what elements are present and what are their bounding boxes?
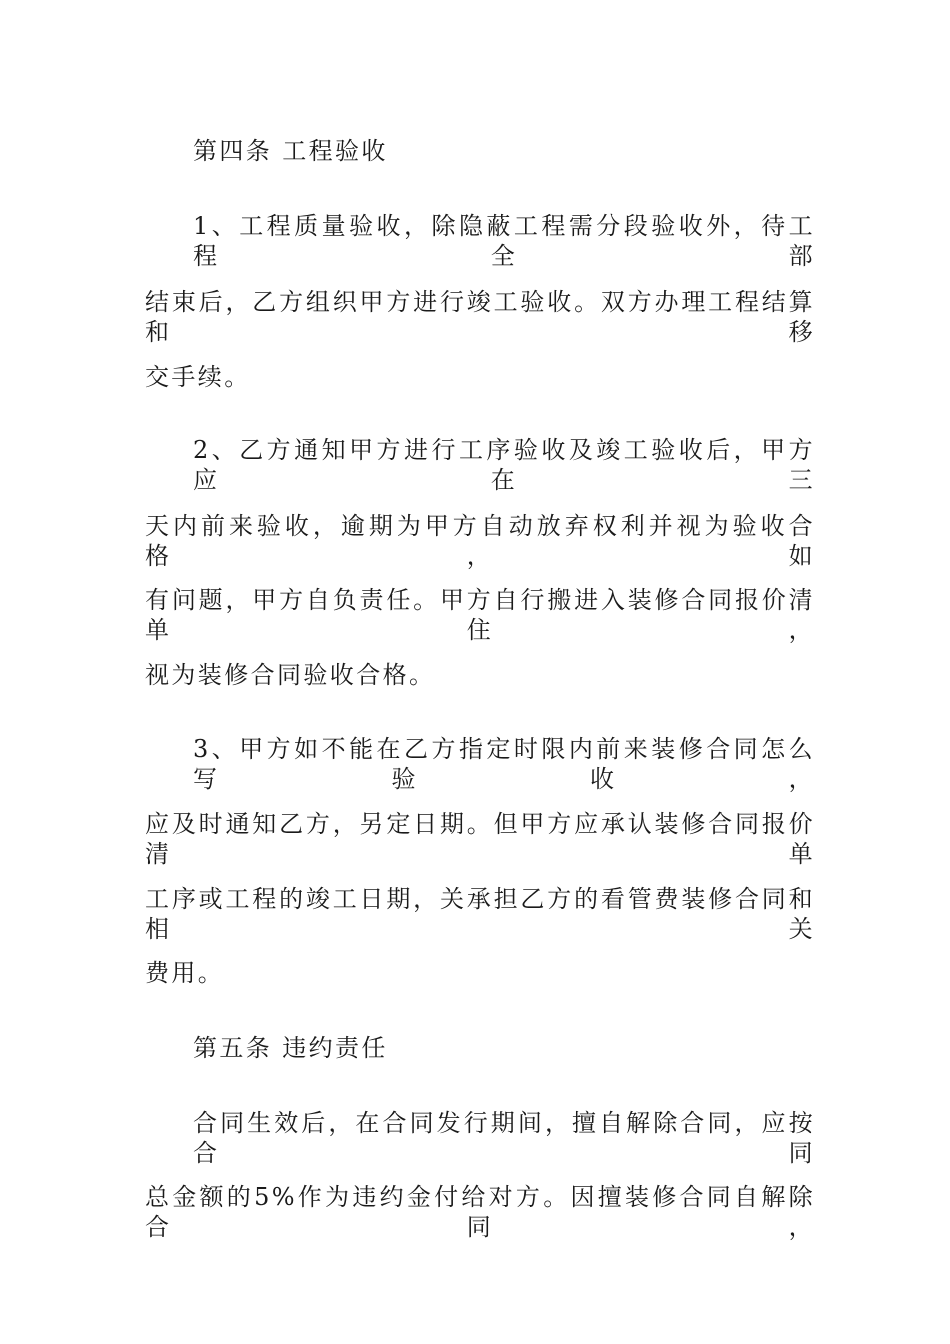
article5-para1-line1: 合同生效后，在合同发行期间，擅自解除合同，应按合同 [193, 1109, 815, 1167]
article4-clause1-line2: 结束后，乙方组织甲方进行竣工验收。双方办理工程结算和移 [145, 288, 815, 346]
article4-clause2-line4: 视为装修合同验收合格。 [145, 661, 436, 689]
article4-clause2-line2: 天内前来验收，逾期为甲方自动放弃权利并视为验收合格，如 [145, 512, 815, 570]
article4-clause2-line1: 2、乙方通知甲方进行工序验收及竣工验收后，甲方应在三 [193, 436, 815, 494]
article4-clause3-line1: 3、甲方如不能在乙方指定时限内前来装修合同怎么写验收， [193, 735, 815, 793]
article5-heading: 第五条 违约责任 [193, 1034, 388, 1062]
article4-clause1-line3: 交手续。 [145, 363, 251, 391]
article4-clause1-line1: 1、工程质量验收，除隐蔽工程需分段验收外，待工程全部 [193, 212, 815, 270]
article4-clause3-line3: 工序或工程的竣工日期，关承担乙方的看管费装修合同和相关 [145, 885, 815, 943]
article4-heading: 第四条 工程验收 [193, 137, 388, 165]
article4-clause2-line3: 有问题，甲方自负责任。甲方自行搬进入装修合同报价清单住， [145, 586, 815, 644]
article4-clause3-line2: 应及时通知乙方，另定日期。但甲方应承认装修合同报价清单 [145, 810, 815, 868]
article4-clause3-line4: 费用。 [145, 959, 225, 987]
article5-para1-line2: 总金额的5%作为违约金付给对方。因擅装修合同自解除合同， [145, 1183, 815, 1241]
